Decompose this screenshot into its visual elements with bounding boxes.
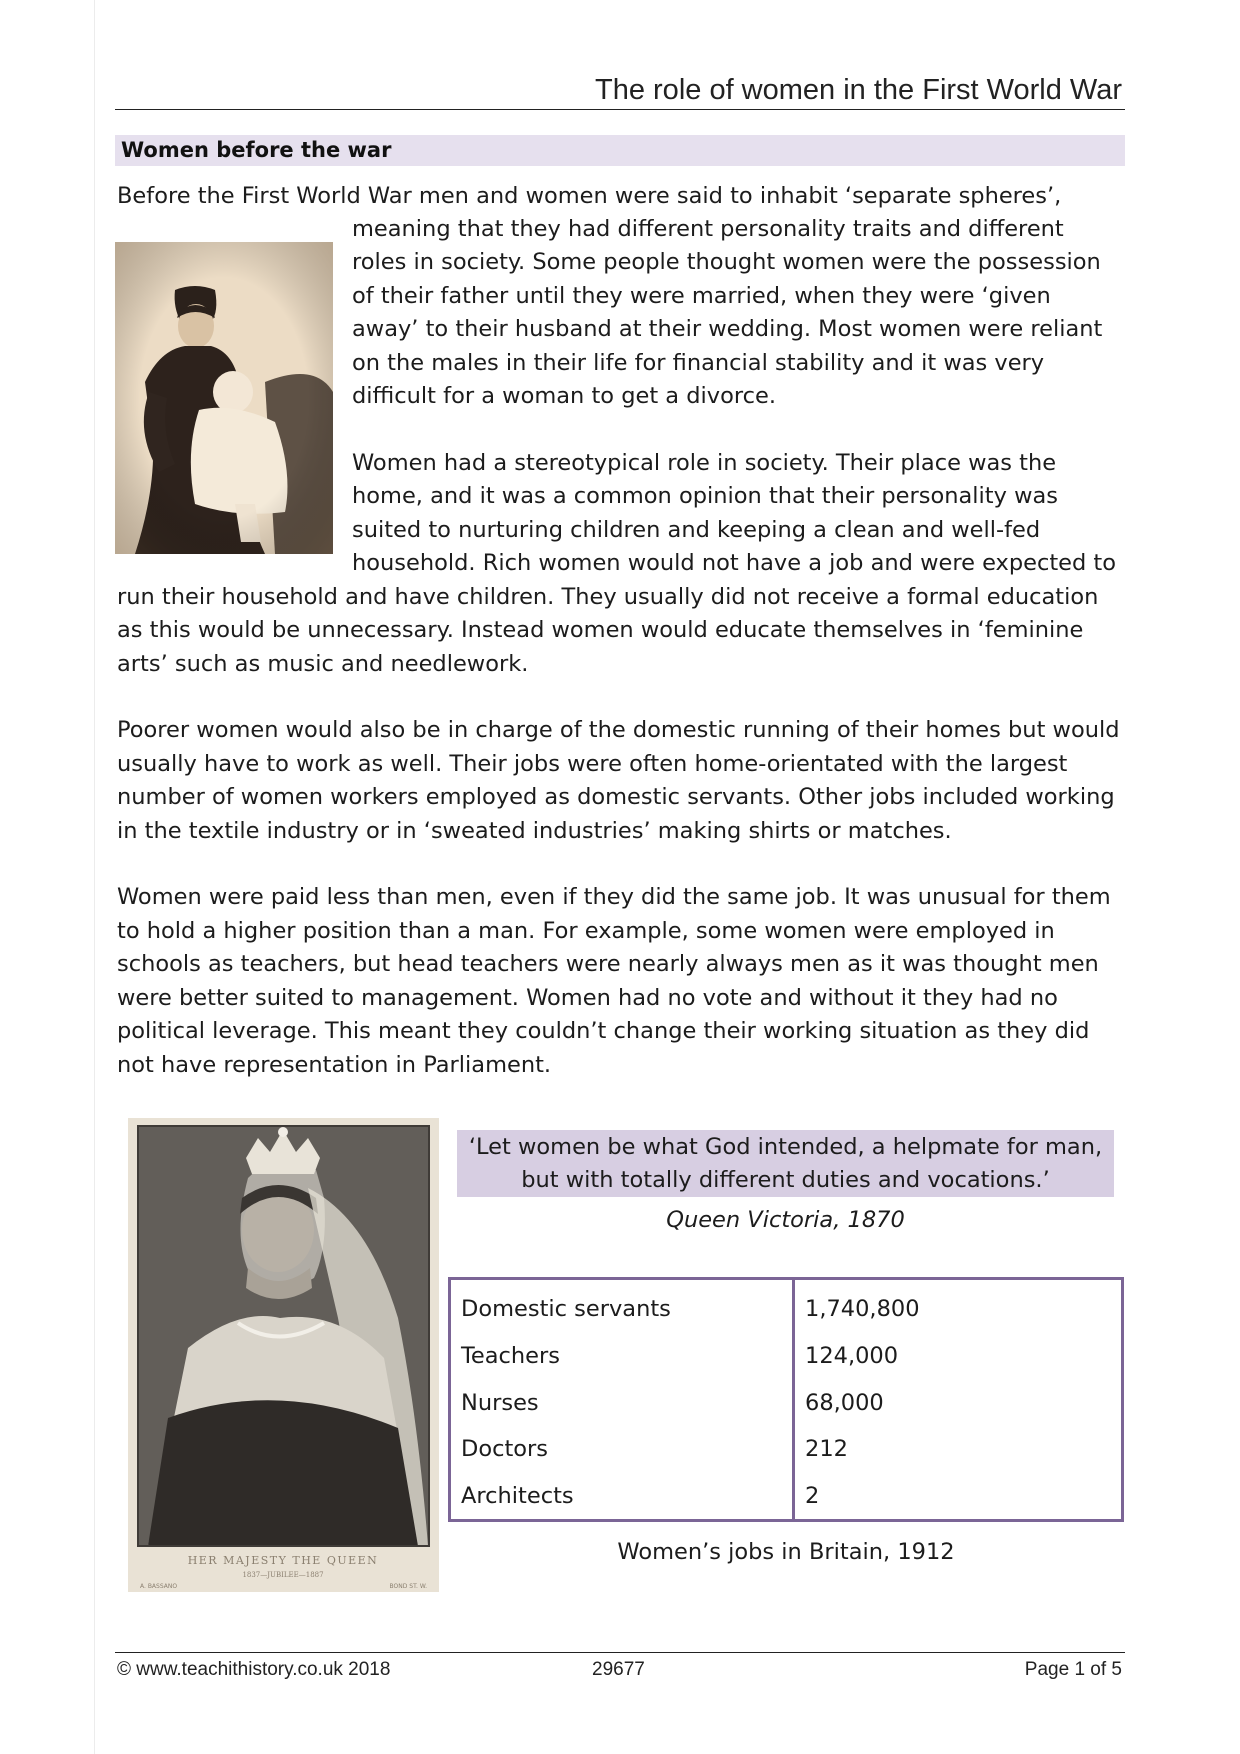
paragraph-line: not have representation in Parliament. bbox=[117, 1052, 552, 1078]
table-cell-count: 124,000 bbox=[805, 1342, 899, 1369]
table-cell-job: Nurses bbox=[450, 1379, 794, 1426]
paragraph-line: household. Rich women would not have a job and were expected to bbox=[352, 550, 1117, 576]
paragraph-line: Before the First World War men and women were said to inhabit ‘separate spheres’, bbox=[117, 183, 1062, 209]
table-cell-count: 1,740,800 bbox=[805, 1296, 920, 1323]
paragraph-line: suited to nurturing children and keeping a clean and well-fed bbox=[352, 517, 1041, 543]
paragraph-line: difficult for a woman to get a divorce. bbox=[352, 383, 776, 409]
paragraph-line: arts’ such as music and needlework. bbox=[117, 651, 529, 677]
page-edge-line bbox=[94, 0, 95, 1754]
paragraph-line: usually have to work as well. Their jobs were often home-orientated with the largest bbox=[117, 751, 1068, 777]
table-row bbox=[450, 1472, 1123, 1520]
table-cell-job: Doctors bbox=[450, 1426, 794, 1473]
paragraph-line: away’ to their husband at their wedding. Most women were reliant bbox=[352, 316, 1103, 342]
paragraph-line: as this would be unnecessary. Instead women would educate themselves in ‘feminine bbox=[117, 617, 1084, 643]
section-heading: Women before the war bbox=[121, 138, 392, 162]
footer-divider bbox=[115, 1652, 1125, 1653]
paragraph-line: were better suited to management. Women had no vote and without it they had no bbox=[117, 985, 1058, 1011]
paragraph-line: schools as teachers, but head teachers were nearly always men as it was thought men bbox=[117, 951, 1099, 977]
footer-copyright-link[interactable]: © www.teachithistory.co.uk 2018 bbox=[117, 1659, 391, 1680]
queen-victoria-illustration bbox=[128, 1118, 439, 1592]
paragraph-line: number of women workers employed as domestic servants. Other jobs included working bbox=[117, 784, 1115, 810]
mother-baby-illustration bbox=[115, 242, 333, 554]
footer-page-number: Page 1 of 5 bbox=[1024, 1659, 1122, 1680]
womens-jobs-table bbox=[448, 1277, 1124, 1522]
table-row bbox=[450, 1426, 1123, 1473]
table-cell-job: Architects bbox=[450, 1472, 794, 1520]
page-title: The role of women in the First World War bbox=[595, 74, 1122, 106]
table-row bbox=[450, 1379, 1123, 1426]
photo-jubilee-line: 1837—JUBILEE—1887 bbox=[242, 1571, 324, 1579]
header-divider bbox=[115, 109, 1125, 110]
footer-document-code: 29677 bbox=[592, 1659, 645, 1680]
table-cell-count: 212 bbox=[805, 1436, 848, 1463]
table-cell-job: Domestic servants bbox=[450, 1279, 794, 1333]
paragraph-line: Women were paid less than men, even if they did the same job. It was unusual for them bbox=[117, 884, 1111, 910]
paragraph-line: to hold a higher position than a man. For example, some women were employed in bbox=[117, 918, 1055, 944]
quote-box bbox=[457, 1130, 1114, 1197]
section-heading-bar bbox=[115, 135, 1125, 166]
quote-line: ‘Let women be what God intended, a helpmate for man, bbox=[468, 1134, 1103, 1160]
photo-studio-right: BOND ST. W. bbox=[389, 1583, 427, 1590]
paragraph-line: Poorer women would also be in charge of the domestic running of their homes but would bbox=[117, 717, 1120, 743]
paragraph-line: political leverage. This meant they couldn’t change their working situation as they did bbox=[117, 1018, 1090, 1044]
table-row bbox=[450, 1279, 1123, 1333]
table-cell-count: 2 bbox=[805, 1482, 820, 1509]
quote-attribution: Queen Victoria, 1870 bbox=[666, 1207, 905, 1233]
table-cell-job: Teachers bbox=[450, 1333, 794, 1380]
paragraph-line: of their father until they were married, when they were ‘given bbox=[352, 283, 1051, 309]
paragraph-line: in the textile industry or in ‘sweated industries’ making shirts or matches. bbox=[117, 818, 952, 844]
paragraph-line: home, and it was a common opinion that their personality was bbox=[352, 483, 1058, 509]
paragraph-line: on the males in their life for financial stability and it was very bbox=[352, 350, 1045, 376]
queen-victoria-photo bbox=[128, 1118, 439, 1592]
table-cell-count: 68,000 bbox=[805, 1389, 884, 1416]
paragraph-line: run their household and have children. They usually did not receive a formal education bbox=[117, 584, 1099, 610]
paragraph-line: Women had a stereotypical role in society. Their place was the bbox=[352, 450, 1057, 476]
victorian-mother-baby-photo bbox=[115, 242, 333, 554]
photo-caption: HER MAJESTY THE QUEEN bbox=[187, 1554, 379, 1567]
photo-studio-left: A. BASSANO bbox=[140, 1583, 178, 1590]
quote-line: but with totally different duties and vocations.’ bbox=[521, 1167, 1050, 1193]
paragraph-line: meaning that they had different personality traits and different bbox=[352, 216, 1064, 242]
table-caption: Women’s jobs in Britain, 1912 bbox=[617, 1539, 955, 1565]
paragraph-line: roles in society. Some people thought women were the possession bbox=[352, 249, 1101, 275]
table-row bbox=[450, 1333, 1123, 1380]
